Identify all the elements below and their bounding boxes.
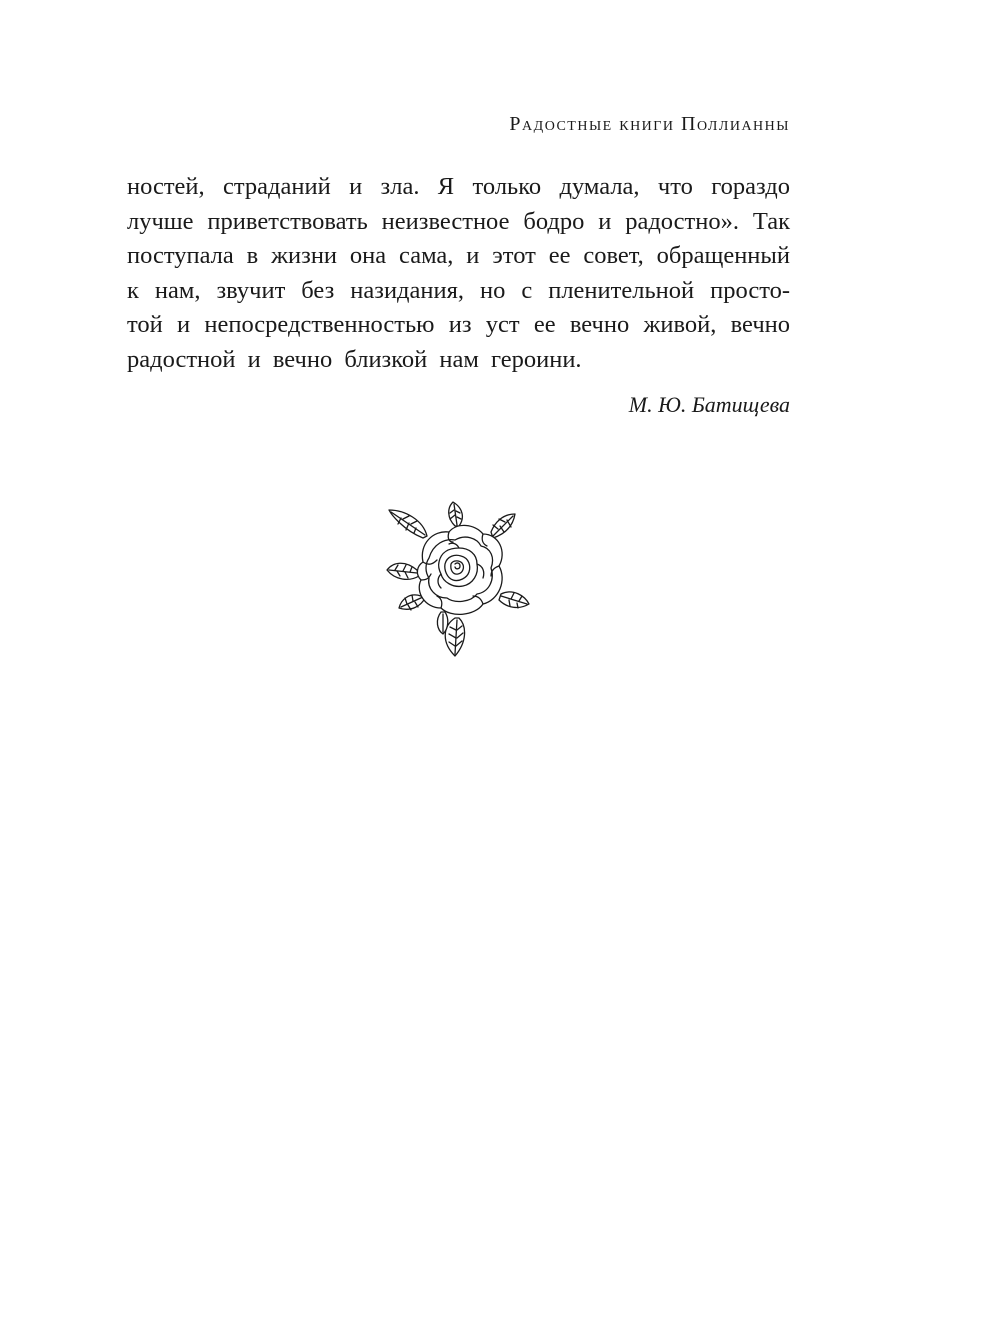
text-line: поступала в жизни она сама, и этот ее совет, обращенный <box>127 242 790 270</box>
text-line: к нам, звучит без назидания, но с пленительной просто- <box>127 276 790 304</box>
leaf-bottom-left <box>399 595 425 610</box>
text-line: той и непосредственностью из уст ее вечно живой, вечно <box>127 311 790 339</box>
running-title: Радостные книги Поллианны <box>509 113 790 135</box>
body-paragraph <box>127 170 790 378</box>
leaf-left <box>387 563 419 579</box>
rose-icon <box>383 500 533 660</box>
leaf-top-right <box>491 514 515 538</box>
text-line: радостной и вечно близкой нам героини. <box>127 345 582 373</box>
text-line: лучше приветствовать неизвестное бодро и радостно». Так <box>127 207 790 235</box>
leaf-bottom-center <box>437 612 447 634</box>
leaf-top-left <box>389 510 427 538</box>
leaf-top <box>449 502 463 526</box>
leaf-right <box>499 592 529 608</box>
text-line: ностей, страданий и зла. Я только думала, что гораздо <box>127 173 790 200</box>
author-signature: М. Ю. Батищева <box>628 392 790 417</box>
